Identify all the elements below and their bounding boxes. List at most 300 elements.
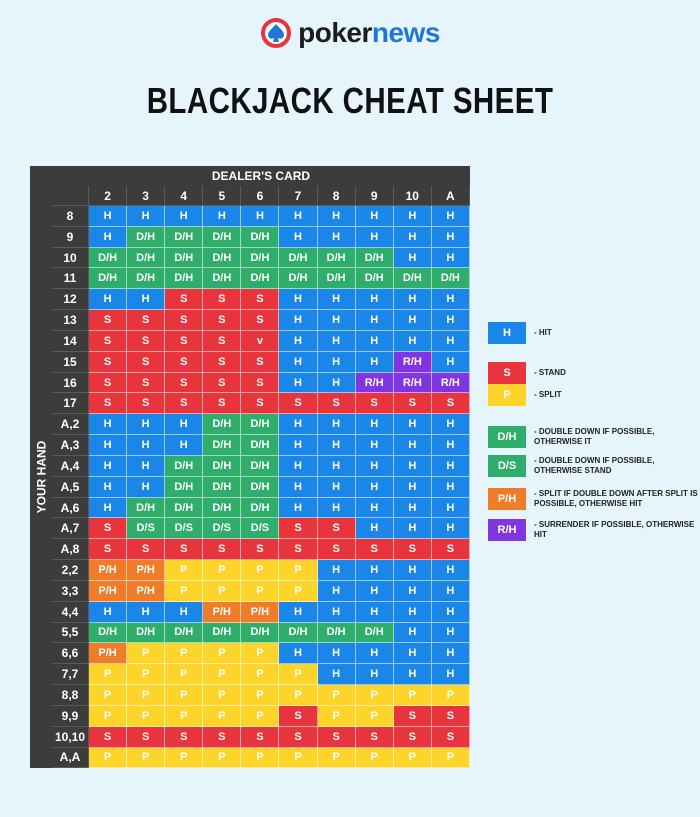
strategy-cell: H bbox=[356, 331, 394, 352]
hand-row-header: 13 bbox=[52, 310, 89, 331]
strategy-cell: D/H bbox=[203, 623, 241, 644]
strategy-cell: D/H bbox=[356, 268, 394, 289]
strategy-cell: H bbox=[279, 498, 317, 519]
hand-row-header: 8 bbox=[52, 206, 89, 227]
strategy-cell: H bbox=[432, 477, 470, 498]
strategy-cell: S bbox=[356, 727, 394, 748]
strategy-cell: P bbox=[394, 748, 432, 769]
strategy-cell: H bbox=[165, 435, 203, 456]
strategy-cell: D/H bbox=[356, 248, 394, 269]
hand-row-header: 2,2 bbox=[52, 560, 89, 581]
strategy-cell: P bbox=[356, 748, 394, 769]
strategy-cell: P/H bbox=[203, 602, 241, 623]
hand-row-header: 16 bbox=[52, 373, 89, 394]
strategy-cell: P bbox=[127, 685, 165, 706]
strategy-cell: P bbox=[165, 748, 203, 769]
legend-swatch: R/H bbox=[488, 519, 526, 541]
strategy-cell: H bbox=[356, 560, 394, 581]
strategy-cell: D/H bbox=[241, 435, 279, 456]
strategy-cell: H bbox=[318, 664, 356, 685]
strategy-cell: P bbox=[432, 748, 470, 769]
strategy-cell: H bbox=[89, 227, 127, 248]
hand-row-header: A,7 bbox=[52, 518, 89, 539]
legend-swatch: S bbox=[488, 362, 526, 384]
strategy-cell: H bbox=[432, 623, 470, 644]
strategy-cell: D/S bbox=[165, 518, 203, 539]
strategy-cell: D/H bbox=[203, 435, 241, 456]
strategy-cell: D/H bbox=[203, 248, 241, 269]
strategy-cell: R/H bbox=[394, 373, 432, 394]
strategy-cell: D/H bbox=[127, 498, 165, 519]
spade-logo-icon bbox=[260, 17, 292, 49]
strategy-cell: H bbox=[318, 227, 356, 248]
strategy-cell: S bbox=[394, 393, 432, 414]
legend-item bbox=[488, 455, 700, 477]
strategy-cell: D/H bbox=[127, 227, 165, 248]
strategy-cell: H bbox=[394, 518, 432, 539]
strategy-cell: D/H bbox=[89, 248, 127, 269]
strategy-cell: H bbox=[394, 227, 432, 248]
legend-swatch: P/H bbox=[488, 488, 526, 510]
strategy-cell: S bbox=[165, 539, 203, 560]
strategy-cell: S bbox=[432, 727, 470, 748]
strategy-cell: P bbox=[127, 664, 165, 685]
strategy-cell: P bbox=[241, 643, 279, 664]
strategy-cell: P bbox=[127, 706, 165, 727]
strategy-cell: P bbox=[165, 664, 203, 685]
strategy-cell: H bbox=[89, 435, 127, 456]
strategy-cell: P bbox=[279, 685, 317, 706]
strategy-cell: H bbox=[279, 331, 317, 352]
strategy-cell: D/H bbox=[432, 268, 470, 289]
strategy-cell: H bbox=[356, 227, 394, 248]
strategy-cell: D/H bbox=[89, 268, 127, 289]
strategy-cell: H bbox=[432, 331, 470, 352]
strategy-cell: H bbox=[356, 477, 394, 498]
strategy-cell: v bbox=[241, 331, 279, 352]
strategy-cell: P bbox=[318, 685, 356, 706]
strategy-cell: S bbox=[165, 310, 203, 331]
strategy-cell: H bbox=[318, 206, 356, 227]
strategy-cell: H bbox=[356, 289, 394, 310]
dealer-column-header: 2 bbox=[89, 186, 127, 206]
dealer-card-label: DEALER'S CARD bbox=[52, 166, 470, 186]
dealer-column-header: 10 bbox=[394, 186, 432, 206]
strategy-cell: H bbox=[318, 456, 356, 477]
strategy-cell: S bbox=[279, 518, 317, 539]
strategy-cell: H bbox=[356, 435, 394, 456]
strategy-cell: P bbox=[203, 664, 241, 685]
strategy-cell: P bbox=[241, 560, 279, 581]
hand-row-header: A,3 bbox=[52, 435, 89, 456]
strategy-cell: H bbox=[356, 581, 394, 602]
strategy-cell: H bbox=[127, 289, 165, 310]
logo-news-text: news bbox=[371, 17, 440, 48]
strategy-cell: S bbox=[241, 393, 279, 414]
strategy-cell: P bbox=[241, 748, 279, 769]
strategy-cell: H bbox=[356, 498, 394, 519]
strategy-cell: P bbox=[89, 706, 127, 727]
strategy-cell: S bbox=[279, 539, 317, 560]
strategy-cell: D/H bbox=[203, 268, 241, 289]
strategy-cell: H bbox=[394, 414, 432, 435]
strategy-cell: H bbox=[432, 248, 470, 269]
logo-poker-text: poker bbox=[298, 17, 372, 48]
strategy-cell: P bbox=[165, 581, 203, 602]
strategy-cell: S bbox=[241, 373, 279, 394]
strategy-cell: H bbox=[394, 643, 432, 664]
strategy-cell: S bbox=[394, 727, 432, 748]
strategy-cell: H bbox=[394, 435, 432, 456]
strategy-cell: S bbox=[203, 310, 241, 331]
strategy-cell: D/H bbox=[279, 268, 317, 289]
strategy-cell: S bbox=[89, 331, 127, 352]
strategy-cell: H bbox=[356, 352, 394, 373]
strategy-cell: S bbox=[165, 727, 203, 748]
strategy-cell: P bbox=[432, 685, 470, 706]
hand-row-header: 11 bbox=[52, 268, 89, 289]
your-hand-label-container bbox=[30, 186, 52, 768]
strategy-cell: P bbox=[241, 685, 279, 706]
strategy-cell: H bbox=[356, 518, 394, 539]
strategy-cell: H bbox=[432, 560, 470, 581]
legend-text: - SPLIT bbox=[534, 390, 562, 399]
strategy-cell: P bbox=[203, 560, 241, 581]
strategy-cell: D/H bbox=[241, 498, 279, 519]
strategy-cell: H bbox=[318, 331, 356, 352]
strategy-cell: S bbox=[165, 352, 203, 373]
strategy-cell: H bbox=[432, 414, 470, 435]
legend-swatch: P bbox=[488, 384, 526, 406]
strategy-cell: H bbox=[241, 206, 279, 227]
strategy-cell: S bbox=[89, 727, 127, 748]
strategy-cell: H bbox=[165, 414, 203, 435]
strategy-cell: S bbox=[279, 706, 317, 727]
strategy-cell: P bbox=[165, 560, 203, 581]
dealer-column-header: 6 bbox=[241, 186, 279, 206]
hand-row-header: 17 bbox=[52, 393, 89, 414]
strategy-cell: D/H bbox=[165, 227, 203, 248]
strategy-cell: P/H bbox=[241, 602, 279, 623]
strategy-cell: S bbox=[432, 706, 470, 727]
strategy-cell: S bbox=[89, 352, 127, 373]
hand-row-header: 5,5 bbox=[52, 623, 89, 644]
strategy-cell: P bbox=[165, 685, 203, 706]
strategy-cell: D/H bbox=[165, 498, 203, 519]
strategy-cell: H bbox=[356, 310, 394, 331]
legend-swatch: H bbox=[488, 322, 526, 344]
strategy-cell: H bbox=[356, 206, 394, 227]
strategy-cell: H bbox=[394, 206, 432, 227]
strategy-cell: P bbox=[279, 664, 317, 685]
strategy-cell: H bbox=[394, 456, 432, 477]
strategy-cell: P bbox=[203, 706, 241, 727]
strategy-cell: H bbox=[394, 331, 432, 352]
strategy-cell: S bbox=[203, 727, 241, 748]
strategy-cell: S bbox=[89, 539, 127, 560]
strategy-cell: S bbox=[356, 393, 394, 414]
strategy-cell: H bbox=[432, 310, 470, 331]
strategy-cell: H bbox=[279, 477, 317, 498]
strategy-cell: D/H bbox=[356, 623, 394, 644]
strategy-cell: S bbox=[89, 310, 127, 331]
legend-item bbox=[488, 362, 700, 384]
hand-row-header: 9,9 bbox=[52, 706, 89, 727]
strategy-cell: D/H bbox=[241, 477, 279, 498]
strategy-cell: R/H bbox=[432, 373, 470, 394]
dealer-column-header: 8 bbox=[318, 186, 356, 206]
strategy-cell: H bbox=[432, 456, 470, 477]
hand-row-header: 8,8 bbox=[52, 685, 89, 706]
strategy-cell: H bbox=[432, 289, 470, 310]
strategy-cell: P bbox=[241, 706, 279, 727]
hand-row-header: 10 bbox=[52, 248, 89, 269]
strategy-cell: S bbox=[318, 393, 356, 414]
strategy-cell: H bbox=[394, 310, 432, 331]
strategy-cell: P bbox=[89, 748, 127, 769]
strategy-cell: H bbox=[318, 435, 356, 456]
strategy-cell: H bbox=[89, 289, 127, 310]
legend-item bbox=[488, 519, 700, 541]
strategy-cell: P bbox=[241, 581, 279, 602]
strategy-cell: D/S bbox=[203, 518, 241, 539]
strategy-cell: D/H bbox=[165, 623, 203, 644]
hand-row-header: A,4 bbox=[52, 456, 89, 477]
hand-row-header: 9 bbox=[52, 227, 89, 248]
legend-swatch: D/S bbox=[488, 455, 526, 477]
strategy-cell: D/H bbox=[127, 623, 165, 644]
strategy-cell: P bbox=[318, 706, 356, 727]
strategy-cell: H bbox=[127, 456, 165, 477]
strategy-cell: H bbox=[318, 602, 356, 623]
strategy-cell: S bbox=[127, 539, 165, 560]
strategy-cell: D/H bbox=[318, 623, 356, 644]
strategy-cell: S bbox=[241, 289, 279, 310]
strategy-cell: S bbox=[165, 393, 203, 414]
strategy-cell: S bbox=[432, 393, 470, 414]
strategy-cell: H bbox=[318, 414, 356, 435]
strategy-cell: H bbox=[394, 289, 432, 310]
strategy-cell: D/H bbox=[318, 268, 356, 289]
strategy-cell: H bbox=[127, 206, 165, 227]
strategy-cell: D/H bbox=[165, 456, 203, 477]
legend-text: - SPLIT IF DOUBLE DOWN AFTER SPLIT IS POSSIBLE, OTHERWISE HIT bbox=[534, 489, 698, 508]
strategy-cell: D/H bbox=[241, 623, 279, 644]
pokernews-logo bbox=[0, 14, 700, 52]
strategy-cell: D/H bbox=[127, 268, 165, 289]
hand-row-header: 10,10 bbox=[52, 727, 89, 748]
strategy-cell: R/H bbox=[356, 373, 394, 394]
strategy-cell: H bbox=[279, 602, 317, 623]
strategy-cell: S bbox=[241, 727, 279, 748]
strategy-cell: D/H bbox=[279, 248, 317, 269]
legend-text: - SURRENDER IF POSSIBLE, OTHERWISE HIT bbox=[534, 520, 695, 539]
strategy-cell: H bbox=[394, 664, 432, 685]
strategy-cell: D/H bbox=[203, 498, 241, 519]
legend-text: - HIT bbox=[534, 328, 552, 337]
strategy-cell: P bbox=[203, 685, 241, 706]
strategy-cell: D/H bbox=[241, 248, 279, 269]
strategy-cell: P bbox=[203, 643, 241, 664]
strategy-cell: S bbox=[127, 373, 165, 394]
strategy-cell: H bbox=[279, 310, 317, 331]
strategy-cell: S bbox=[318, 518, 356, 539]
strategy-cell: H bbox=[89, 414, 127, 435]
strategy-cell: S bbox=[89, 518, 127, 539]
your-hand-label: YOUR HAND bbox=[34, 440, 49, 514]
strategy-cell: S bbox=[127, 727, 165, 748]
strategy-cell: H bbox=[127, 435, 165, 456]
dealer-column-header: A bbox=[432, 186, 470, 206]
strategy-cell: H bbox=[279, 289, 317, 310]
strategy-cell: S bbox=[203, 331, 241, 352]
strategy-cell: P bbox=[241, 664, 279, 685]
strategy-cell: D/H bbox=[203, 456, 241, 477]
hand-row-header: A,6 bbox=[52, 498, 89, 519]
strategy-grid bbox=[52, 186, 470, 768]
strategy-cell: D/H bbox=[165, 248, 203, 269]
strategy-cell: S bbox=[432, 539, 470, 560]
strategy-cell: H bbox=[356, 664, 394, 685]
strategy-cell: S bbox=[318, 727, 356, 748]
hand-row-header: 7,7 bbox=[52, 664, 89, 685]
strategy-cell: H bbox=[165, 602, 203, 623]
strategy-cell: D/H bbox=[241, 414, 279, 435]
strategy-cell: H bbox=[432, 498, 470, 519]
hand-row-header: 6,6 bbox=[52, 643, 89, 664]
legend-swatch: D/H bbox=[488, 426, 526, 448]
strategy-cell: S bbox=[279, 727, 317, 748]
strategy-cell: S bbox=[394, 539, 432, 560]
strategy-cell: P/H bbox=[127, 581, 165, 602]
strategy-cell: S bbox=[127, 310, 165, 331]
strategy-cell: H bbox=[318, 581, 356, 602]
strategy-cell: D/H bbox=[394, 268, 432, 289]
strategy-cell: P bbox=[165, 643, 203, 664]
strategy-cell: P bbox=[356, 706, 394, 727]
strategy-cell: H bbox=[432, 602, 470, 623]
strategy-cell: P bbox=[127, 643, 165, 664]
strategy-cell: H bbox=[356, 602, 394, 623]
strategy-cell: S bbox=[165, 331, 203, 352]
grid-corner bbox=[52, 186, 89, 206]
strategy-cell: P/H bbox=[89, 643, 127, 664]
legend-text: - DOUBLE DOWN IF POSSIBLE, OTHERWISE STAND bbox=[534, 456, 655, 475]
strategy-cell: H bbox=[279, 414, 317, 435]
strategy-cell: H bbox=[432, 206, 470, 227]
strategy-cell: D/H bbox=[241, 268, 279, 289]
strategy-cell: S bbox=[203, 289, 241, 310]
strategy-cell: H bbox=[394, 581, 432, 602]
strategy-cell: P bbox=[279, 560, 317, 581]
strategy-cell: P bbox=[89, 664, 127, 685]
legend-text: - DOUBLE DOWN IF POSSIBLE, OTHERWISE IT bbox=[534, 427, 655, 446]
strategy-cell: H bbox=[432, 518, 470, 539]
strategy-cell: H bbox=[432, 435, 470, 456]
strategy-cell: D/S bbox=[127, 518, 165, 539]
hand-row-header: A,8 bbox=[52, 539, 89, 560]
strategy-cell: D/H bbox=[165, 477, 203, 498]
strategy-cell: S bbox=[279, 393, 317, 414]
strategy-cell: H bbox=[89, 206, 127, 227]
strategy-cell: H bbox=[127, 602, 165, 623]
strategy-cell: H bbox=[318, 289, 356, 310]
hand-row-header: A,5 bbox=[52, 477, 89, 498]
legend-text: - STAND bbox=[534, 368, 566, 377]
strategy-cell: S bbox=[318, 539, 356, 560]
strategy-cell: H bbox=[394, 560, 432, 581]
strategy-cell: S bbox=[127, 352, 165, 373]
strategy-cell: P bbox=[318, 748, 356, 769]
strategy-cell: S bbox=[89, 373, 127, 394]
strategy-cell: S bbox=[165, 373, 203, 394]
strategy-cell: P bbox=[279, 748, 317, 769]
strategy-cell: S bbox=[203, 373, 241, 394]
hand-row-header: 15 bbox=[52, 352, 89, 373]
strategy-cell: H bbox=[203, 206, 241, 227]
hand-row-header: 4,4 bbox=[52, 602, 89, 623]
strategy-cell: S bbox=[241, 310, 279, 331]
strategy-cell: H bbox=[318, 643, 356, 664]
strategy-cell: H bbox=[356, 456, 394, 477]
strategy-cell: P bbox=[394, 685, 432, 706]
strategy-cell: H bbox=[279, 227, 317, 248]
strategy-cell: H bbox=[432, 581, 470, 602]
dealer-column-header: 4 bbox=[165, 186, 203, 206]
strategy-cell: H bbox=[318, 310, 356, 331]
strategy-cell: S bbox=[203, 393, 241, 414]
strategy-cell: D/H bbox=[127, 248, 165, 269]
strategy-cell: D/H bbox=[279, 623, 317, 644]
strategy-cell: P bbox=[127, 748, 165, 769]
strategy-cell: H bbox=[318, 373, 356, 394]
hand-row-header: A,2 bbox=[52, 414, 89, 435]
strategy-cell: H bbox=[432, 643, 470, 664]
page-title: BLACKJACK CHEAT SHEET bbox=[146, 80, 554, 121]
strategy-cell: H bbox=[318, 352, 356, 373]
strategy-cell: S bbox=[241, 539, 279, 560]
strategy-cell: P bbox=[203, 581, 241, 602]
strategy-cell: H bbox=[432, 352, 470, 373]
strategy-cell: R/H bbox=[394, 352, 432, 373]
hand-row-header: 12 bbox=[52, 289, 89, 310]
strategy-cell: P/H bbox=[89, 581, 127, 602]
strategy-cell: H bbox=[318, 560, 356, 581]
strategy-cell: S bbox=[356, 539, 394, 560]
logo-wordmark bbox=[298, 17, 440, 49]
strategy-cell: D/H bbox=[165, 268, 203, 289]
strategy-cell: H bbox=[127, 477, 165, 498]
legend-item bbox=[488, 426, 700, 448]
strategy-cell: S bbox=[89, 393, 127, 414]
strategy-cell: H bbox=[279, 373, 317, 394]
strategy-cell: S bbox=[127, 393, 165, 414]
strategy-cell: H bbox=[432, 664, 470, 685]
strategy-cell: H bbox=[89, 602, 127, 623]
strategy-cell: P bbox=[89, 685, 127, 706]
strategy-cell: S bbox=[203, 352, 241, 373]
strategy-cell: H bbox=[318, 498, 356, 519]
strategy-cell: H bbox=[279, 435, 317, 456]
strategy-cell: P/H bbox=[127, 560, 165, 581]
strategy-cell: S bbox=[394, 706, 432, 727]
strategy-cell: H bbox=[279, 206, 317, 227]
strategy-cell: P bbox=[165, 706, 203, 727]
hand-row-header: 14 bbox=[52, 331, 89, 352]
strategy-cell: S bbox=[203, 539, 241, 560]
strategy-cell: H bbox=[89, 477, 127, 498]
strategy-cell: D/H bbox=[89, 623, 127, 644]
